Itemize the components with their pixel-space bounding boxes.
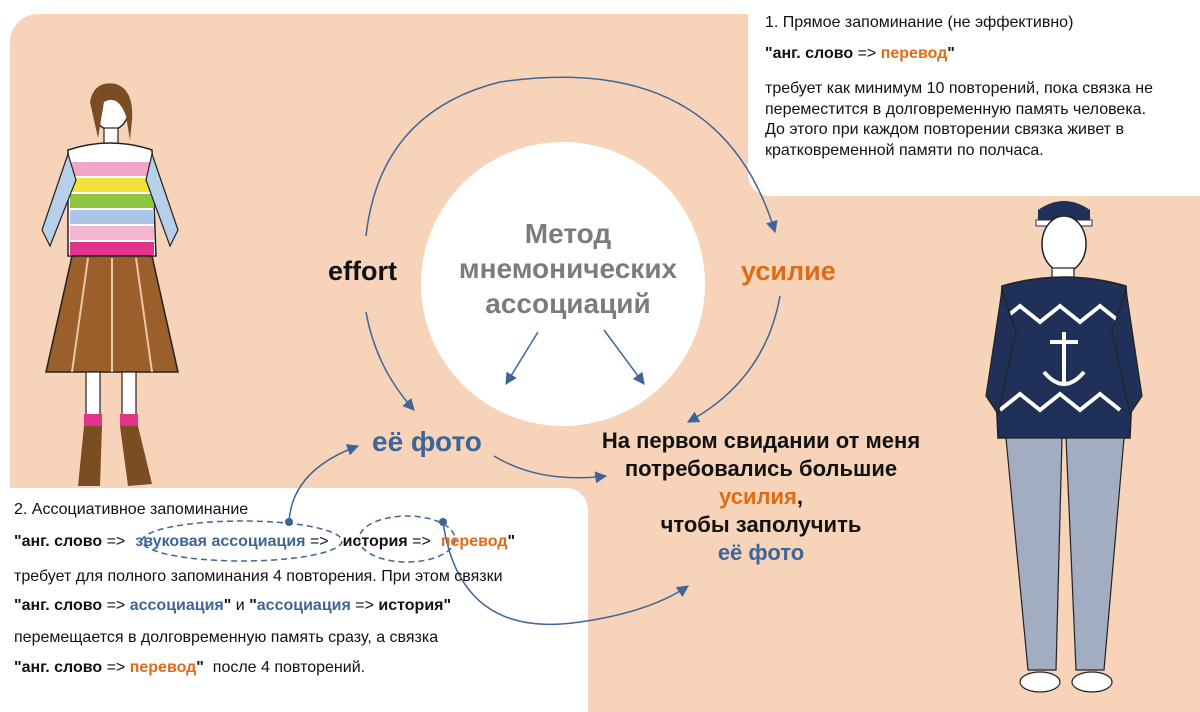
quote: " [196,659,204,676]
story-effort-word: усилия [719,484,797,509]
center-title-line: ассоциаций [485,288,651,319]
quote: " [765,45,773,62]
direct-title: 1. Прямое запоминание (не эффективно) [765,14,1074,31]
story-line: чтобы заполучить [660,512,862,537]
assoc-text-line: перемещается в долговременную память сразу, а связка [14,629,439,646]
story-line-effort [596,483,926,511]
quote: " [947,45,955,62]
assoc-formula-2 [14,597,451,615]
arrow-effort-to-photo [366,312,414,410]
arrow-photo-to-story [494,456,606,478]
quote: " [507,533,516,550]
translation-word: перевод [129,659,197,676]
center-title-line: мнемонических [458,253,678,284]
story-comma: , [796,484,803,509]
assoc-formula-3 [14,659,365,677]
english-word: анг. слово [21,597,103,614]
arrow-text: => [102,659,130,676]
photo-label: её фото [372,426,482,457]
center-title-line: Метод [524,218,612,249]
story-photo: её фото [717,540,805,565]
usilie-label: усилие [741,256,836,286]
quote: " [223,597,232,614]
english-word: анг. слово [21,659,103,676]
english-word: анг. слово [21,533,103,550]
story-word: история [378,597,444,614]
arrow-assoc-to-photo [289,446,358,522]
arrow-text: => [102,533,126,550]
and-text: и [231,597,250,614]
translation-word: перевод [440,533,508,550]
arrow-text: => [102,597,130,614]
quote: " [249,597,257,614]
quote: " [443,597,452,614]
association-word: ассоциация [256,597,351,614]
arrow-text: => [407,533,431,550]
story-word: история [342,533,408,550]
association-story [596,427,926,567]
effort-label: effort [328,256,397,286]
direct-description: требует как минимум 10 повторений, пока связка не переместится в долговременную память человека. До этого при каждом повторении связка живет в кратковременной памяти по полчаса. [765,80,1153,159]
quote: " [14,659,22,676]
quote: " [14,597,22,614]
tail-text: после 4 повторений. [203,659,366,676]
arrow-text: => [853,45,881,62]
assoc-text-line: требует для полного запоминания 4 повторения. При этом связки [14,568,503,585]
translation-word: перевод [880,45,948,62]
arrow-text: => [305,533,329,550]
association-word: ассоциация [129,597,224,614]
quote: " [14,533,22,550]
story-line: потребовались большие [624,456,898,481]
direct-formula [765,45,955,63]
story-line: На первом свидании от меня [601,428,921,453]
sound-association: звуковая ассоциация [135,533,306,550]
assoc-title: 2. Ассоциативное запоминание [14,501,249,518]
assoc-formula [14,533,515,551]
arrow-text: => [350,597,379,614]
english-word: анг. слово [772,45,854,62]
center-title [428,216,708,321]
